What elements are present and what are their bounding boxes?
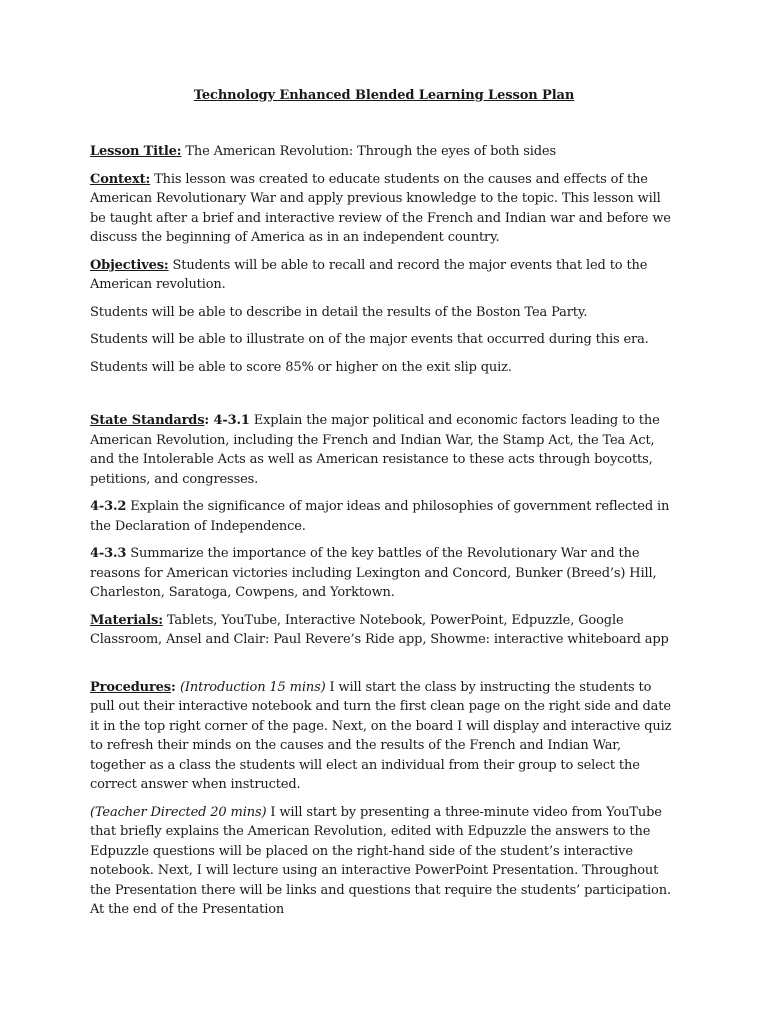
objective-item: Students will be able to illustrate on of the major events that occurred during this era. (90, 332, 649, 347)
teacher-phase-text: I will start by presenting a three-minute video from YouTube that briefly explains the American Revolution, edited with Edpuzzle the answers to the Edpuzzle questions will be placed on the right-hand side of the student’s interactive notebook. Next, I will lecture using an interactive PowerPoint Presentation. Throughout the Presentation there will be links and questions that require the students’ participation. At the end of the Presentation (90, 804, 671, 917)
document-title: Technology Enhanced Blended Learning Lesson Plan (193, 88, 575, 103)
objectives-label: Objectives: (90, 257, 169, 273)
objective-item: Students will be able to describe in detail the results of the Boston Tea Party. (90, 304, 588, 320)
materials-paragraph (90, 611, 678, 650)
procedures-teacher-paragraph (90, 803, 678, 920)
lesson-title-label: Lesson Title: (90, 144, 182, 159)
objective-text: Students will be able to recall and record the major events that led to the American revolution. (90, 257, 648, 292)
standard-code: 4-3.2 (90, 499, 127, 514)
objective-item: Students will be able to score 85% or higher on the exit slip quiz. (90, 359, 512, 375)
standard-item (90, 411, 678, 489)
standard-text: Summarize the importance of the key battles of the Revolutionary War and the reasons for American victories including Lexington and Concord, Bunker (Breed’s) Hill, Charleston, Saratoga, Cowpens, and Yorktown. (90, 546, 657, 600)
state-standards-label: State Standards (90, 413, 205, 428)
standard-code: 4-3.1 (213, 413, 250, 428)
procedures-colon: : (170, 679, 180, 695)
lesson-title-paragraph (90, 142, 678, 162)
intro-phase-label: (Introduction 15 mins) (180, 679, 326, 695)
materials-text: Tablets, YouTube, Interactive Notebook, PowerPoint, Edpuzzle, Google Classroom, Ansel and Clair: Paul Revere’s Ride app, Showme: interactive whiteboard app (90, 612, 669, 647)
lesson-title-text: The American Revolution: Through the eyes of both sides (181, 144, 556, 159)
context-paragraph (90, 170, 678, 248)
standard-item (90, 544, 678, 603)
objective-item (90, 256, 678, 295)
procedures-intro-paragraph (90, 678, 678, 795)
procedures-label: Procedures (90, 679, 171, 695)
standard-item (90, 497, 678, 536)
standard-text: Explain the major political and economic factors leading to the American Revolution, including the French and Indian War, the Stamp Act, the Tea Act, and the Intolerable Acts as well as American resistance to these acts through boycotts, petitions, and congresses. (90, 413, 660, 487)
context-text: This lesson was created to educate students on the causes and effects of the American Revolutionary War and apply previous knowledge to the topic. This lesson will be taught after a brief and interactive review of the French and Indian war and before we discuss the beginning of America as in an independent country. (90, 171, 671, 245)
materials-label: Materials: (90, 612, 163, 628)
standard-text: Explain the significance of major ideas and philosophies of government reflected in the Declaration of Independence. (90, 499, 670, 534)
intro-phase-text: I will start the class by instructing the students to pull out their interactive notebook and turn the first clean page on the right side and date it in the top right corner of the page. Next, on the board I will display and interactive quiz to refresh their minds on the causes and the results of the French and Indian War, together as a class the students will elect an individual from their group to select the correct answer when instructed. (90, 679, 672, 792)
teacher-phase-label: (Teacher Directed 20 mins) (90, 804, 267, 820)
context-label: Context: (90, 171, 151, 187)
standard-code: 4-3.3 (90, 546, 127, 561)
state-standards-colon: : (204, 413, 214, 428)
